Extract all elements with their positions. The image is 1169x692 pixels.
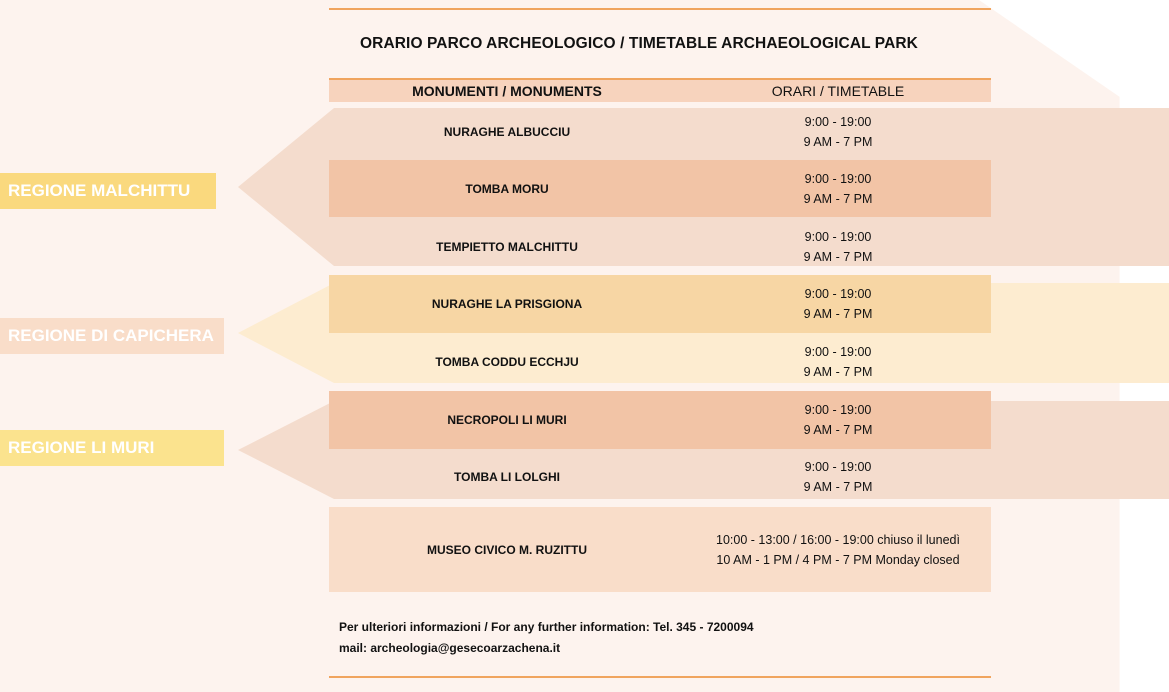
top-divider: [329, 8, 991, 10]
contact-info: [339, 617, 754, 659]
monument-name: NURAGHE ALBUCCIU: [443, 125, 571, 139]
monument-name: TOMBA LI LOLGHI: [454, 470, 560, 484]
hours-en: 9 AM - 7 PM: [803, 307, 873, 321]
table-row: [329, 449, 991, 505]
table-row: [329, 218, 991, 275]
region-label-capichera: REGIONE DI CAPICHERA: [0, 318, 224, 354]
monument-name: NURAGHE LA PRISGIONA: [431, 297, 583, 311]
table-row: [329, 275, 991, 333]
monument-name: MUSEO CIVICO M. RUZITTU: [427, 542, 587, 557]
hours-en: 9 AM - 7 PM: [803, 135, 873, 149]
hours-en: 9 AM - 7 PM: [803, 249, 873, 264]
table-row: [329, 507, 991, 592]
hours-en: 9 AM - 7 PM: [803, 365, 873, 379]
hours-it: 9:00 - 19:00: [804, 229, 872, 244]
table-row: [329, 104, 991, 160]
table-row: [329, 333, 991, 391]
opening-hours: [685, 160, 991, 217]
hours-en: 9 AM - 7 PM: [803, 191, 873, 206]
hours-en: 9 AM - 7 PM: [803, 480, 873, 494]
hours-it: 10:00 - 13:00 / 16:00 - 19:00 chiuso il lunedì: [716, 532, 960, 547]
monument-name: TEMPIETTO MALCHITTU: [436, 239, 578, 254]
hours-it: 9:00 - 19:00: [804, 115, 872, 129]
opening-hours: [685, 218, 991, 275]
opening-hours: [685, 104, 991, 160]
page-title: ORARIO PARCO ARCHEOLOGICO / TIMETABLE ARCHAEOLOGICAL PARK: [360, 35, 918, 52]
hours-it: 9:00 - 19:00: [804, 403, 872, 417]
hours-it: 9:00 - 19:00: [804, 345, 872, 359]
opening-hours: [685, 391, 991, 449]
monument-name: TOMBA MORU: [465, 181, 549, 196]
hours-en: 10 AM - 1 PM / 4 PM - 7 PM Monday closed: [716, 552, 960, 567]
hours-en: 9 AM - 7 PM: [803, 423, 873, 437]
region-label-li-muri: REGIONE LI MURI: [0, 430, 224, 466]
opening-hours: [685, 507, 991, 592]
phone-info: Per ulteriori informazioni / For any further information: Tel. 345 - 7200094: [339, 620, 754, 634]
region-label-malchittu: REGIONE MALCHITTU: [0, 173, 216, 209]
table-row: [329, 160, 991, 217]
opening-hours: [685, 275, 991, 333]
hours-it: 9:00 - 19:00: [804, 171, 872, 186]
opening-hours: [685, 449, 991, 505]
opening-hours: [685, 333, 991, 391]
monument-name: NECROPOLI LI MURI: [447, 413, 567, 427]
header-monuments: MONUMENTI / MONUMENTS: [412, 83, 602, 99]
email-info[interactable]: mail: archeologia@gesecoarzachena.it: [339, 641, 561, 655]
monument-name: TOMBA CODDU ECCHJU: [435, 355, 579, 369]
table-header: [329, 80, 991, 102]
table-row: [329, 391, 991, 449]
hours-it: 9:00 - 19:00: [804, 460, 872, 474]
header-timetable: ORARI / TIMETABLE: [771, 83, 905, 99]
hours-it: 9:00 - 19:00: [804, 287, 872, 301]
bottom-divider: [329, 676, 991, 678]
